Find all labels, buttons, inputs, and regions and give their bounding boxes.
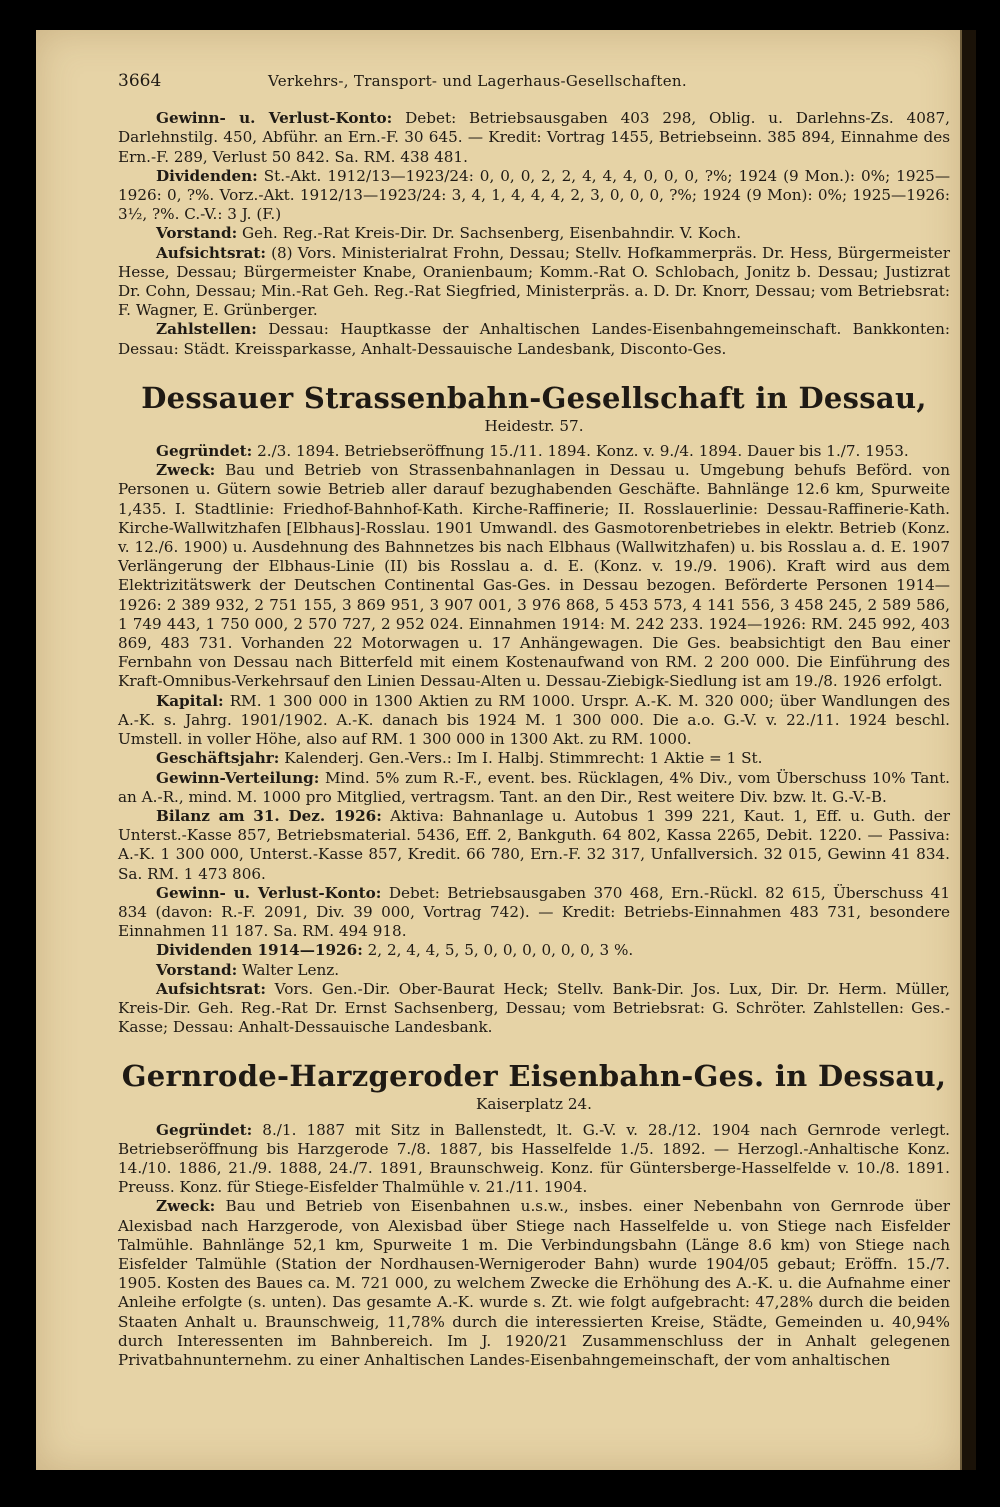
paragraph-label: Gewinn-Verteilung:	[156, 768, 320, 787]
book-page	[36, 30, 962, 1470]
paragraph-label: Zahlstellen:	[156, 320, 257, 339]
paragraph-text: St.-Akt. 1912/13—1923/24: 0, 0, 0, 2, 2, 4, 4, 4, 0, 0, 0, ?%; 1924 (9 Mon.): 0%; 1925—1926: 0, ?%. Vorz.-Akt. 1912/13—1923/24: 3, 4, 1, 4, 4, 4, 2, 3, 0, 0, 0, ?%; 1924 (9 Mon): 0%; 1925—1926: 3½, ?%. C.-V.: 3 J. (F.)	[118, 166, 951, 224]
paragraph-text: 2./3. 1894. Betriebseröffnung 15./11. 1894. Konz. v. 9./4. 1894. Dauer bis 1./7. 1953.	[257, 442, 909, 461]
paragraph-label: Geschäftsjahr:	[156, 749, 280, 768]
paragraph	[118, 749, 950, 768]
paragraph	[118, 109, 950, 167]
company-entry	[118, 381, 950, 1038]
paragraph	[118, 1121, 950, 1198]
paragraph-label: Kapital:	[156, 691, 224, 710]
company-title: Dessauer Strassenbahn-Gesellschaft in Dessau,	[141, 380, 927, 415]
paragraph-label: Vorstand:	[156, 224, 238, 243]
paragraph-text: (8) Vors. Ministerialrat Frohn, Dessau; Stellv. Hofkammerpräs. Dr. Hess, Bürgermeister Hesse, Dessau; Bürgermeister Knabe, Oranienbaum; Komm.-Rat O. Schlobach, Jonitz b. Dessau; Justizrat Dr. Cohn, Dessau; Min.-Rat Geh. Reg.-Rat Siegfried, Ministerpräs. a. D. Dr. Knorr, Dessau; vom Betriebsrat: F. Wagner, E. Grünberger.	[118, 243, 951, 320]
paragraph-label: Gewinn- u. Verlust-Konto:	[156, 109, 393, 128]
paragraph-label: Gegründet:	[156, 1120, 253, 1139]
paragraph-text: Aktiva: Bahnanlage u. Autobus 1 399 221, Kaut. 1, Eff. u. Guth. der Unterst.-Kasse 857, Betriebsmaterial. 5436, Eff. 2, Bankguth. 64 802, Kassa 2265, Debit. 1220. — Passiva: A.-K. 1 300 000, Unterst.-Kasse 857, Kredit. 66 780, Ern.-F. 32 317, Unfallversich. 32 015, Gewinn 41 834. Sa. RM. 1 473 806.	[118, 806, 950, 883]
page-edge	[960, 30, 976, 1470]
paragraph-text: Bau und Betrieb von Eisenbahnen u.s.w., insbes. einer Nebenbahn von Gernrode über Alexisbad nach Harzgerode, von Alexisbad über Stiege nach Hasselfelde u. von Stiege nach Eisfelder Talmühle. Bahnlänge 52,1 km, Spurweite 1 m. Die Verbindungsbahn (Länge 8.6 km) von Stiege nach Eisfelder Talmühle (Station der Nordhausen-Wernigeroder Bahn) wurde 1904/05 gebaut; Eröffn. 15./7. 1905. Kosten des Baues ca. M. 721 000, zu welchem Zwecke die Erhöhung des A.-K. u. die Aufnahme einer Anleihe erfolgte (s. unten). Das gesamte A.-K. wurde s. Zt. wie folgt aufgebracht: 47,28% durch die beiden Staaten Anhalt u. Braunschweig, 11,78% durch die interessierten Kreise, Städte, Gemeinden u. 40,94% durch Interessenten im Bahnbereich. Im J. 1920/21 Zusammenschluss der in Anhalt gelegenen Privatbahnunternehm. zu einer Anhaltischen Landes-Eisenbahngemeinschaft, der vom anhaltischen	[118, 1197, 951, 1369]
paragraph-text: Dessau: Hauptkasse der Anhaltischen Landes-Eisenbahngemeinschaft. Bankkonten: Dessau: Städt. Kreissparkasse, Anhalt-Dessauische Landesbank, Disconto-Ges.	[118, 320, 950, 358]
paragraph-label: Aufsichtsrat:	[156, 243, 266, 262]
paragraph-label: Dividenden 1914—1926:	[156, 941, 363, 960]
paragraph	[118, 167, 950, 225]
paragraph-label: Aufsichtsrat:	[156, 979, 266, 998]
paragraph	[118, 244, 950, 321]
paragraph-text: 2, 2, 4, 4, 5, 5, 0, 0, 0, 0, 0, 0, 3 %.	[367, 941, 634, 960]
paragraph	[118, 320, 950, 358]
paragraph-text: Walter Lenz.	[242, 960, 340, 979]
company-address: Kaiserplatz 24.	[475, 1095, 593, 1114]
paragraph-label: Gewinn- u. Verlust-Konto:	[156, 883, 382, 902]
paragraph-label: Zweck:	[156, 461, 216, 480]
paragraph-text: Kalenderj. Gen.-Vers.: Im I. Halbj. Stimmrecht: 1 Aktie = 1 St.	[284, 749, 763, 768]
paragraph	[118, 1197, 950, 1370]
paragraph	[118, 884, 950, 942]
paragraph-text: Bau und Betrieb von Strassenbahnanlagen in Dessau u. Umgebung behufs Beförd. von Personen u. Gütern sowie Betrieb aller darauf bezughabenden Geschäfte. Bahnlänge 12.6 km, Spurweite 1,435. I. Stadtlinie: Friedhof-Bahnhof-Kath. Kirche-Raffinerie; II. Rosslauerlinie: Dessau-Raffinerie-Kath. Kirche-Wallwitzhafen [Elbhaus]-Rosslau. 1901 Umwandl. des Gasmotorenbetriebes in elektr. Betrieb (Konz. v. 12./6. 1900) u. Ausdehnung des Bahnnetzes bis nach Elbhaus (Wallwitzhafen) u. bis Rosslau a. d. E. 1907 Verlängerung der Elbhaus-Linie (II) bis Rosslau a. d. E. (Konz. v. 19./9. 1906). Kraft wird aus dem Elektrizitätswerk der Deutschen Continental Gas-Ges. in Dessau bezogen. Beförderte Personen 1914—1926: 2 389 932, 2 751 155, 3 869 951, 3 907 001, 3 976 868, 5 453 573, 4 141 556, 3 458 245, 2 589 586, 1 749 443, 1 750 000, 2 570 727, 2 952 024. Einnahmen 1914: M. 242 233. 1924—1926: RM. 245 992, 403 869, 483 731. Vorhanden 22 Motorwagen u. 17 Anhängewagen. Die Ges. beabsichtigt den Bau einer Fernbahn von Dessau nach Bitterfeld mit einem Kostenaufwand von RM. 2 200 000. Die Einführung des Kraft-Omnibus-Verkehrsauf den Linien Dessau-Alten u. Dessau-Ziebigk-Siedlung ist am 19./8. 1926 erfolgt.	[118, 461, 950, 691]
paragraph-text: Vors. Gen.-Dir. Ober-Baurat Heck; Stellv. Bank-Dir. Jos. Lux, Dir. Dr. Herm. Müller, Kreis-Dir. Geh. Reg.-Rat Dr. Ernst Sachsenberg, Dessau; vom Betriebsrat: G. Schröter. Zahlstellen: Ges.-Kasse; Dessau: Anhalt-Dessauische Landesbank.	[118, 979, 950, 1037]
paragraph	[118, 769, 950, 807]
paragraph-text: Mind. 5% zum R.-F., event. bes. Rücklagen, 4% Div., vom Überschuss 10% Tant. an A.-R., mind. M. 1000 pro Mitglied, vertragsm. Tant. an den Dir., Rest weitere Div. bzw. lt. G.-V.-B.	[118, 768, 950, 806]
paragraph-label: Gegründet:	[156, 442, 253, 461]
paragraph	[118, 807, 950, 884]
paragraph	[118, 224, 950, 243]
paragraph-text: 8./1. 1887 mit Sitz in Ballenstedt, lt. G.-V. v. 28./12. 1904 nach Gernrode verlegt. Betriebseröffnung bis Harzgerode 7./8. 1887, bis Hasselfelde 1./5. 1892. — Herzogl.-Anhaltische Konz. 14./10. 1886, 21./9. 1888, 24./7. 1891, Braunschweig. Konz. für Güntersberge-Hasselfelde v. 10./8. 1891. Preuss. Konz. für Stiege-Eisfelder Thalmühle v. 21./11. 1904.	[118, 1120, 950, 1197]
paragraph	[118, 442, 950, 461]
paragraph-label: Zweck:	[156, 1197, 216, 1216]
company-address: Heidestr. 57.	[484, 416, 584, 435]
paragraph-label: Vorstand:	[156, 960, 238, 979]
running-title: Verkehrs-, Transport- und Lagerhaus-Gesellschaften.	[268, 72, 687, 90]
paragraph-text: RM. 1 300 000 in 1300 Aktien zu RM 1000. Urspr. A.-K. M. 320 000; über Wandlungen des A.-K. s. Jahrg. 1901/1902. A.-K. danach bis 1924 M. 1 300 000. Die a.o. G.-V. v. 22./11. 1924 beschl. Umstell. in voller Höhe, also auf RM. 1 300 000 in 1300 Akt. zu RM. 1000.	[118, 691, 951, 749]
page-number: 3664	[118, 71, 162, 91]
previous-entry-continuation	[118, 109, 950, 359]
page-text	[118, 72, 950, 1370]
paragraph-text: Geh. Reg.-Rat Kreis-Dir. Dr. Sachsenberg, Eisenbahndir. V. Koch.	[242, 224, 742, 243]
paragraph	[118, 692, 950, 750]
paragraph	[118, 461, 950, 691]
paragraph	[118, 980, 950, 1038]
page-header	[118, 72, 950, 91]
company-title: Gernrode-Harzgeroder Eisenbahn-Ges. in Dessau,	[121, 1059, 947, 1094]
paragraph-text: Debet: Betriebsausgaben 370 468, Ern.-Rückl. 82 615, Überschuss 41 834 (davon: R.-F. 2091, Div. 39 000, Vortrag 742). — Kredit: Betriebs-Einnahmen 483 731, besondere Einnahmen 11 187. Sa. RM. 494 918.	[118, 883, 950, 941]
paragraph	[118, 961, 950, 980]
paragraph-text: Debet: Betriebsausgaben 403 298, Oblig. u. Darlehns-Zs. 4087, Darlehnstilg. 450, Abführ. an Ern.-F. 30 645. — Kredit: Vortrag 1455, Betriebseinn. 385 894, Einnahme des Ern.-F. 289, Verlust 50 842. Sa. RM. 438 481.	[118, 109, 951, 166]
paragraph-label: Bilanz am 31. Dez. 1926:	[156, 806, 382, 825]
paragraph	[118, 941, 950, 960]
company-entry	[118, 1059, 950, 1370]
paragraph-label: Dividenden:	[156, 166, 258, 185]
